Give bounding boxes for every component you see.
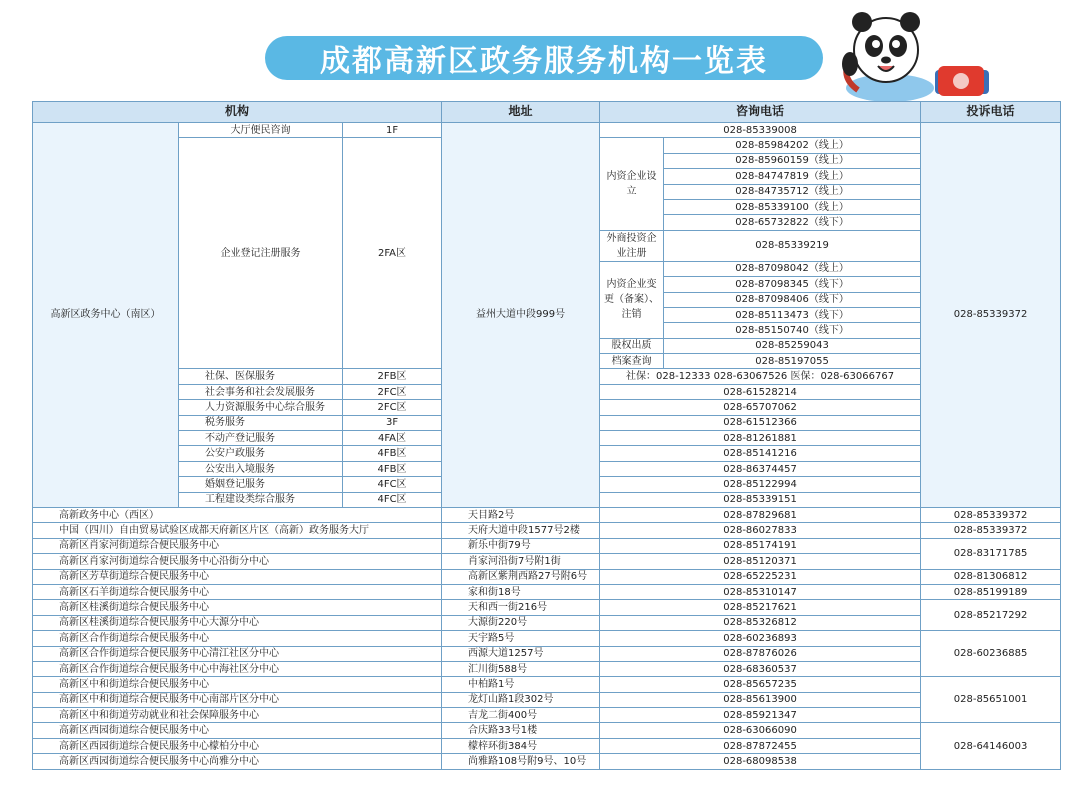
service-floor: 2FB区 xyxy=(343,369,442,384)
phone-cell: 028-85339219 xyxy=(664,230,921,261)
org-name: 高新区中和街道劳动就业和社会保障服务中心 xyxy=(33,708,442,723)
header-complaint: 投诉电话 xyxy=(921,102,1061,123)
phone-cell: 028-85326812 xyxy=(600,615,921,630)
org-name: 中国（四川）自由贸易试验区成都天府新区片区（高新）政务服务大厅 xyxy=(33,523,442,538)
org-name: 高新区中和街道综合便民服务中心南部片区分中心 xyxy=(33,692,442,707)
phone-cell: 028-85657235 xyxy=(600,677,921,692)
table-row xyxy=(33,523,1061,538)
service-name: 社保、医保服务 xyxy=(179,369,343,384)
org-address: 大源街220号 xyxy=(442,615,600,630)
phone-cell: 028-85984202（线上） xyxy=(664,138,921,153)
phone-cell: 028-85217621 xyxy=(600,600,921,615)
phone-cell: 028-65707062 xyxy=(600,400,921,415)
table-row xyxy=(33,569,1061,584)
table-row xyxy=(33,738,1061,753)
phone-cell: 028-87098406（线下） xyxy=(664,292,921,307)
change-label: 内资企业变更（备案）、注销 xyxy=(600,261,664,338)
table-row xyxy=(33,615,1061,630)
phone-cell: 028-85150740（线下） xyxy=(664,323,921,338)
phone-cell: 028-85120371 xyxy=(600,554,921,569)
org-name: 高新区桂溪街道综合便民服务中心大源分中心 xyxy=(33,615,442,630)
service-floor: 2FC区 xyxy=(343,400,442,415)
table-row xyxy=(33,708,1061,723)
org-name: 高新区西园街道综合便民服务中心 xyxy=(33,723,442,738)
table-row xyxy=(33,631,1061,646)
phone-cell: 028-87098042（线上） xyxy=(664,261,921,276)
service-floor: 1F xyxy=(343,123,442,138)
complaint-cell: 028-64146003 xyxy=(921,723,1061,769)
header-addr: 地址 xyxy=(442,102,600,123)
service-floor: 4FB区 xyxy=(343,461,442,476)
table-row xyxy=(33,554,1061,569)
phone-cell: 028-85921347 xyxy=(600,708,921,723)
service-name: 工程建设类综合服务 xyxy=(179,492,343,507)
phone-cell: 028-85197055 xyxy=(664,354,921,369)
complaint-cell: 028-60236885 xyxy=(921,631,1061,677)
panda-mascot-icon xyxy=(832,6,1010,102)
org-name: 高新区中和街道综合便民服务中心 xyxy=(33,677,442,692)
phone-cell: 028-85259043 xyxy=(664,338,921,353)
phone-cell: 028-63066090 xyxy=(600,723,921,738)
table-row xyxy=(33,507,1061,522)
pledge-label: 股权出质 xyxy=(600,338,664,353)
table-row xyxy=(33,677,1061,692)
service-table xyxy=(32,101,1061,770)
service-name: 不动产登记服务 xyxy=(179,431,343,446)
org-address: 天目路2号 xyxy=(442,507,600,522)
service-floor: 2FC区 xyxy=(343,384,442,399)
org-name: 高新区肖家河街道综合便民服务中心 xyxy=(33,538,442,553)
org-address: 肖家河沿街7号附1街 xyxy=(442,554,600,569)
service-name: 公安户政服务 xyxy=(179,446,343,461)
south-address: 益州大道中段999号 xyxy=(442,123,600,508)
org-address: 高新区紫荆西路27号附6号 xyxy=(442,569,600,584)
org-name: 高新区合作街道综合便民服务中心 xyxy=(33,631,442,646)
org-name: 高新区合作街道综合便民服务中心中海社区分中心 xyxy=(33,661,442,676)
org-name: 高新区合作街道综合便民服务中心清江社区分中心 xyxy=(33,646,442,661)
org-address: 檬梓环街384号 xyxy=(442,738,600,753)
org-name: 高新区桂溪街道综合便民服务中心 xyxy=(33,600,442,615)
org-name: 高新政务中心（西区） xyxy=(33,507,442,522)
phone-cell: 028-65225231 xyxy=(600,569,921,584)
complaint-cell: 028-85339372 xyxy=(921,523,1061,538)
table-row xyxy=(33,600,1061,615)
phone-cell: 028-84747819（线上） xyxy=(664,169,921,184)
service-floor: 4FC区 xyxy=(343,477,442,492)
complaint-cell: 028-81306812 xyxy=(921,569,1061,584)
org-address: 中柏路1号 xyxy=(442,677,600,692)
complaint-cell: 028-85199189 xyxy=(921,584,1061,599)
archive-label: 档案查询 xyxy=(600,354,664,369)
org-name: 高新区肖家河街道综合便民服务中心沿街分中心 xyxy=(33,554,442,569)
org-address: 龙灯山路1段302号 xyxy=(442,692,600,707)
table-row xyxy=(33,723,1061,738)
service-floor: 4FA区 xyxy=(343,431,442,446)
phone-cell: 028-60236893 xyxy=(600,631,921,646)
complaint-cell: 028-85339372 xyxy=(921,507,1061,522)
org-name: 高新区西园街道综合便民服务中心尚雅分中心 xyxy=(33,754,442,769)
phone-cell: 028-86027833 xyxy=(600,523,921,538)
service-name: 公安出入境服务 xyxy=(179,461,343,476)
phone-cell: 028-85122994 xyxy=(600,477,921,492)
header-phone: 咨询电话 xyxy=(600,102,921,123)
service-floor: 4FC区 xyxy=(343,492,442,507)
org-address: 新乐中街79号 xyxy=(442,538,600,553)
phone-cell: 028-87872455 xyxy=(600,738,921,753)
phone-cell: 028-65732822（线下） xyxy=(664,215,921,230)
table-row xyxy=(33,538,1061,553)
phone-cell: 028-86374457 xyxy=(600,461,921,476)
complaint-cell: 028-83171785 xyxy=(921,538,1061,569)
service-name: 大厅便民咨询 xyxy=(179,123,343,138)
phone-cell: 028-85339151 xyxy=(600,492,921,507)
phone-cell: 028-85339008 xyxy=(600,123,921,138)
org-name: 高新区西园街道综合便民服务中心檬柏分中心 xyxy=(33,738,442,753)
org-address: 西源大道1257号 xyxy=(442,646,600,661)
org-name: 高新区石羊街道综合便民服务中心 xyxy=(33,584,442,599)
header-org: 机构 xyxy=(33,102,442,123)
service-name: 婚姻登记服务 xyxy=(179,477,343,492)
phone-cell: 028-68098538 xyxy=(600,754,921,769)
phone-cell: 社保：028-12333 028-63067526 医保：028-63066767 xyxy=(600,369,921,384)
service-name: 税务服务 xyxy=(179,415,343,430)
phone-cell: 028-68360537 xyxy=(600,661,921,676)
table-row xyxy=(33,584,1061,599)
org-address: 汇川街588号 xyxy=(442,661,600,676)
phone-cell: 028-84735712（线上） xyxy=(664,184,921,199)
phone-cell: 028-85113473（线下） xyxy=(664,307,921,322)
service-floor: 3F xyxy=(343,415,442,430)
table-row xyxy=(33,754,1061,769)
complaint-cell: 028-85651001 xyxy=(921,677,1061,723)
phone-cell: 028-61512366 xyxy=(600,415,921,430)
reg-service-floor: 2FA区 xyxy=(343,138,442,369)
org-address: 天和西一街216号 xyxy=(442,600,600,615)
phone-cell: 028-85960159（线上） xyxy=(664,153,921,168)
service-name: 人力资源服务中心综合服务 xyxy=(179,400,343,415)
phone-cell: 028-87829681 xyxy=(600,507,921,522)
phone-cell: 028-81261881 xyxy=(600,431,921,446)
south-complaint: 028-85339372 xyxy=(921,123,1061,508)
page-title: 成都高新区政务服务机构一览表 xyxy=(265,36,823,80)
org-address: 天宇路5号 xyxy=(442,631,600,646)
service-name: 社会事务和社会发展服务 xyxy=(179,384,343,399)
south-center-name: 高新区政务中心（南区） xyxy=(33,123,179,508)
phone-cell: 028-85339100（线上） xyxy=(664,199,921,214)
org-address: 吉龙二街400号 xyxy=(442,708,600,723)
phone-cell: 028-85141216 xyxy=(600,446,921,461)
phone-cell: 028-85174191 xyxy=(600,538,921,553)
phone-cell: 028-85613900 xyxy=(600,692,921,707)
org-name: 高新区芳草街道综合便民服务中心 xyxy=(33,569,442,584)
phone-cell: 028-61528214 xyxy=(600,384,921,399)
foreign-label: 外商投资企业注册 xyxy=(600,230,664,261)
table-header-row xyxy=(33,102,1061,123)
reg-service-name: 企业登记注册服务 xyxy=(179,138,343,369)
service-floor: 4FB区 xyxy=(343,446,442,461)
org-address: 家和街18号 xyxy=(442,584,600,599)
org-address: 天府大道中段1577号2楼 xyxy=(442,523,600,538)
table-row xyxy=(33,646,1061,661)
phone-cell: 028-87876026 xyxy=(600,646,921,661)
table-row xyxy=(33,692,1061,707)
org-address: 尚雅路108号附9号、10号 xyxy=(442,754,600,769)
org-address: 合庆路33号1楼 xyxy=(442,723,600,738)
domestic-label: 内资企业设立 xyxy=(600,138,664,230)
complaint-cell: 028-85217292 xyxy=(921,600,1061,631)
phone-cell: 028-85310147 xyxy=(600,584,921,599)
table-row xyxy=(33,123,1061,138)
table-row xyxy=(33,661,1061,676)
phone-cell: 028-87098345（线下） xyxy=(664,277,921,292)
